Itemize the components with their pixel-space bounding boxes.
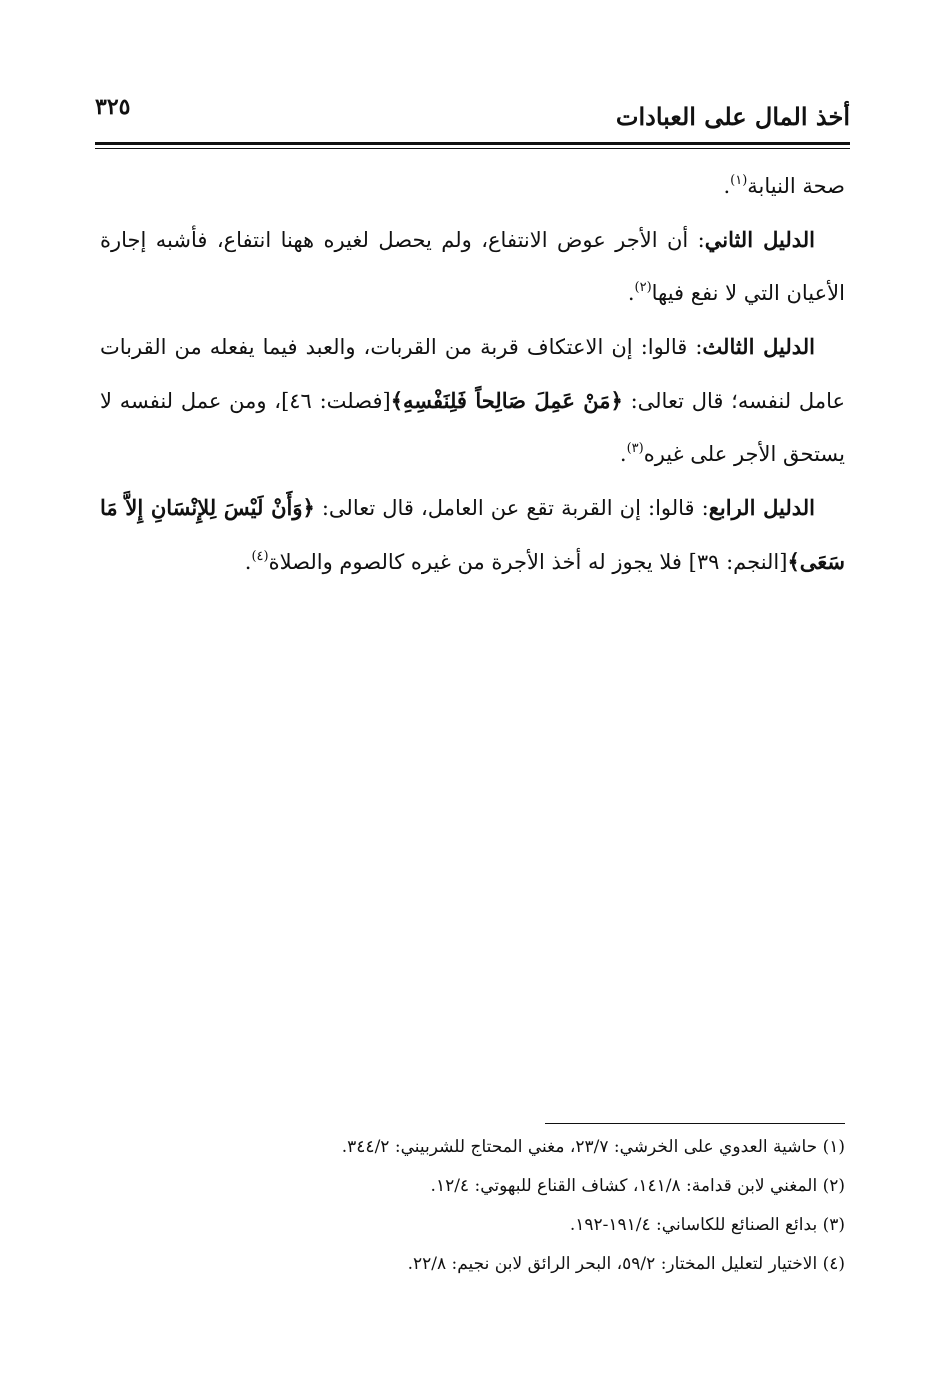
main-text: [100, 160, 845, 589]
paragraph-4: [100, 481, 845, 589]
footnote-ref-1: (١): [730, 173, 748, 188]
footnote-3: (٣) بدائع الصنائع للكاساني: ١٩١/٤-١٩٢.: [569, 1215, 845, 1235]
evidence-2-heading: الدليل الثاني: [704, 227, 815, 252]
footnote-ref-2: (٢): [634, 280, 652, 295]
paragraph-3-text-b: [فصلت: ٤٦]، ومن عمل لنفسه لا يستحق الأجر على غيره: [100, 389, 845, 466]
paragraph-3-end: .: [619, 442, 627, 466]
page-number: ٣٢٥: [95, 94, 131, 120]
paragraph-3-text-a: : قالوا: إن الاعتكاف قربة من القربات، والعبد فيما يفعله من القربات عامل لنفسه؛ قال تعالى:: [100, 335, 846, 413]
footnotes: [100, 1128, 845, 1284]
paragraph-4-end: .: [244, 550, 252, 574]
footnote-ref-3: (٣): [626, 441, 644, 456]
paragraph-1-end: .: [723, 174, 731, 198]
quran-verse-fussilat: ﴿مَنْ عَمِلَ صَالِحاً فَلِنَفْسِهِ﴾: [390, 388, 623, 413]
paragraph-4-text-a: : قالوا: إن القربة تقع عن العامل، قال تعالى:: [314, 496, 709, 520]
page-header: [95, 92, 850, 132]
paragraph-2: [100, 213, 845, 320]
quran-verse-najm: ﴿وَأَنْ لَيْسَ لِلإِنْسَانِ إِلاَّ مَا سَعَى﴾: [100, 495, 845, 574]
header-rule-thick: [95, 142, 850, 145]
footnote-ref-4: (٤): [251, 549, 269, 564]
footnote-4: (٤) الاختيار لتعليل المختار: ٥٩/٢، البحر الرائق لابن نجيم: ٢٢/٨.: [407, 1254, 845, 1274]
paragraph-2-end: .: [627, 281, 635, 305]
evidence-4-heading: الدليل الرابع: [708, 495, 816, 520]
footnote-1: (١) حاشية العدوي على الخرشي: ٢٣/٧، مغني المحتاج للشربيني: ٣٤٤/٢.: [341, 1137, 845, 1157]
paragraph-1-text: صحة النيابة: [747, 174, 845, 198]
evidence-3-heading: الدليل الثالث: [702, 334, 815, 359]
paragraph-1: [100, 160, 845, 213]
running-title: أخذ المال على العبادات: [615, 102, 850, 131]
paragraph-3: [100, 320, 845, 481]
header-rule-thin: [95, 148, 850, 149]
paragraph-2-text: : أن الأجر عوض الانتفاع، ولم يحصل لغيره ههنا انتفاع، فأشبه إجارة الأعيان التي لا نفع فيها: [100, 228, 845, 305]
paragraph-4-text-b: [النجم: ٣٩] فلا يجوز له أخذ الأجرة من غيره كالصوم والصلاة: [268, 550, 788, 574]
footnote-2: (٢) المغني لابن قدامة: ١٤١/٨، كشاف القناع للبهوتي: ١٢/٤.: [430, 1176, 845, 1196]
footnote-separator: [545, 1123, 845, 1124]
